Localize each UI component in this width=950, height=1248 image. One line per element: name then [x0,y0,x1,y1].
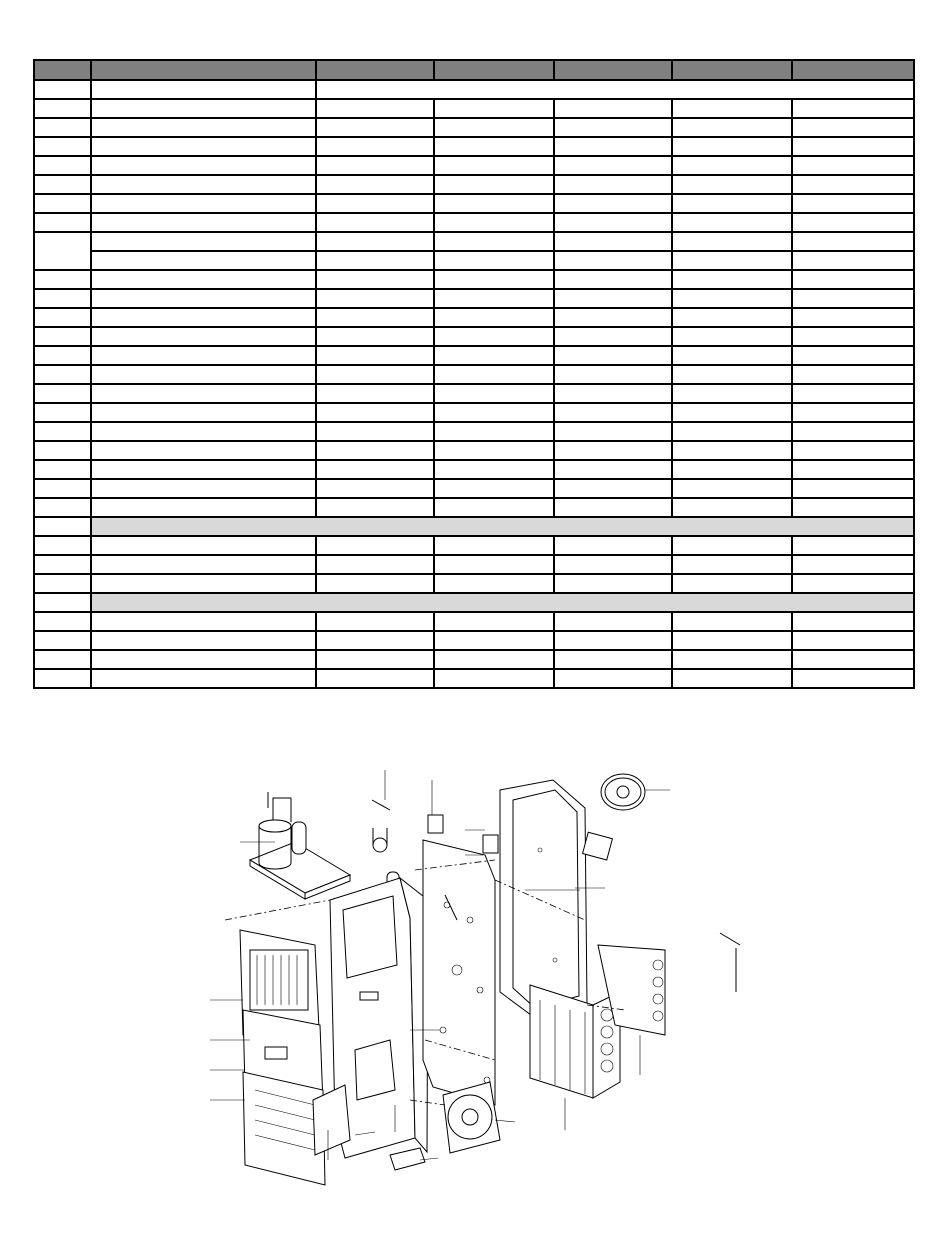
exploded-view-svg [195,760,765,1195]
table-cell [672,403,792,422]
table-cell [434,631,554,650]
table-row [34,80,914,99]
table-cell [434,232,554,251]
table-cell [34,669,91,688]
table-cell [91,194,316,213]
table-cell [672,612,792,631]
table-cell [316,536,434,555]
table-cell [316,346,434,365]
table-row [34,346,914,365]
table-cell [792,137,914,156]
table-row [34,574,914,593]
table-cell [91,612,316,631]
table-cell [91,251,316,270]
table-cell [34,327,91,346]
table-cell [554,175,672,194]
table-cell [672,346,792,365]
table-cell [792,251,914,270]
table-cell [554,346,672,365]
table-cell [554,156,672,175]
table-cell [672,137,792,156]
table-cell [316,194,434,213]
table-cell [316,80,914,99]
table-cell [434,308,554,327]
heater-element [720,933,740,992]
table-row [34,270,914,289]
table-cell [554,669,672,688]
table-cell [792,498,914,517]
table-cell [554,99,672,118]
blower-wheel [601,774,645,810]
table-cell [434,422,554,441]
table-cell [554,384,672,403]
table-cell [91,137,316,156]
table-cell [34,232,91,270]
table-cell [316,327,434,346]
table-cell [434,251,554,270]
drain-fitting [390,1148,425,1170]
table-cell [34,289,91,308]
table-cell [554,479,672,498]
table-cell [316,460,434,479]
table-cell [434,384,554,403]
table-cell [316,289,434,308]
table-cell [34,441,91,460]
table-cell [91,213,316,232]
table-cell [91,669,316,688]
table-cell [91,593,914,612]
table-cell [434,346,554,365]
table-cell [434,213,554,232]
table-cell [316,384,434,403]
table-cell [672,156,792,175]
table-cell [434,327,554,346]
table-cell [672,365,792,384]
table-cell [792,422,914,441]
table-cell [316,213,434,232]
table-cell [554,612,672,631]
table-cell [434,574,554,593]
rear-housing [500,780,612,1018]
table-cell [434,555,554,574]
table-cell [91,365,316,384]
probe-rod [372,800,390,810]
table-cell [554,574,672,593]
table-cell [91,555,316,574]
table-cell [792,460,914,479]
table-row [34,384,914,403]
table-cell [434,118,554,137]
table-row [34,479,914,498]
table-cell [34,156,91,175]
table-cell [792,631,914,650]
table-cell [316,403,434,422]
table-cell [792,650,914,669]
table-cell [792,403,914,422]
table-cell [34,460,91,479]
table-cell [34,308,91,327]
table-cell [316,118,434,137]
table-cell [554,536,672,555]
table-cell [91,270,316,289]
table-cell [316,270,434,289]
table-cell [316,498,434,517]
table-cell [792,175,914,194]
table-cell [91,574,316,593]
table-row [34,650,914,669]
table-cell [316,156,434,175]
table-cell [34,118,91,137]
table-cell [91,327,316,346]
table-cell [34,175,91,194]
table-cell [91,80,316,99]
table-cell [672,384,792,403]
table-cell [672,460,792,479]
table-cell [34,194,91,213]
table-row [34,251,914,270]
table-row [34,327,914,346]
table-row [34,194,914,213]
table-cell [316,555,434,574]
table-cell [316,631,434,650]
table-cell [672,574,792,593]
table-cell [792,612,914,631]
lower-grille [243,1072,325,1185]
table-cell [91,650,316,669]
table-cell [316,175,434,194]
table-cell [792,441,914,460]
table-cell [34,612,91,631]
table-cell [554,403,672,422]
table-cell [554,460,672,479]
table-cell [792,213,914,232]
parts-table-body [34,80,914,688]
table-cell [316,479,434,498]
table-cell [91,517,914,536]
table-cell [434,137,554,156]
table-row [34,175,914,194]
table-cell [316,251,434,270]
table-cell [792,327,914,346]
table-cell [434,479,554,498]
table-cell [34,346,91,365]
table-cell [434,194,554,213]
table-cell [434,175,554,194]
table-cell [672,650,792,669]
table-cell [554,365,672,384]
header-model-4 [672,60,792,80]
table-row [34,213,914,232]
table-cell [434,612,554,631]
table-cell [434,365,554,384]
table-cell [34,422,91,441]
table-cell [792,99,914,118]
table-cell [91,441,316,460]
table-row [34,498,914,517]
table-cell [34,479,91,498]
table-cell [91,156,316,175]
table-cell [554,441,672,460]
table-row [34,289,914,308]
table-cell [672,232,792,251]
table-cell [91,498,316,517]
table-cell [554,498,672,517]
table-row [34,555,914,574]
table-cell [672,99,792,118]
table-cell [91,118,316,137]
table-row [34,156,914,175]
table-cell [672,175,792,194]
table-cell [91,460,316,479]
table-cell [554,308,672,327]
table-cell [672,631,792,650]
table-cell [434,460,554,479]
table-cell [672,251,792,270]
table-cell [792,232,914,251]
table-cell [91,422,316,441]
header-model-2 [434,60,554,80]
table-cell [792,308,914,327]
table-cell [34,99,91,118]
axial-fan [443,1082,500,1153]
table-cell [316,232,434,251]
table-cell [792,346,914,365]
table-cell [434,498,554,517]
table-cell [34,137,91,156]
table-cell [672,194,792,213]
table-row [34,99,914,118]
table-cell [316,99,434,118]
table-cell [34,517,91,536]
table-row [34,612,914,631]
table-cell [672,422,792,441]
table-cell [434,156,554,175]
table-cell [34,650,91,669]
table-row [34,137,914,156]
table-cell [672,213,792,232]
table-cell [91,631,316,650]
table-cell [34,80,91,99]
table-cell [792,384,914,403]
table-cell [672,327,792,346]
table-cell [434,403,554,422]
table-cell [34,213,91,232]
table-cell [792,118,914,137]
table-cell [316,650,434,669]
header-item-no [34,60,91,80]
table-cell [316,574,434,593]
parts-table [33,59,915,689]
table-cell [34,498,91,517]
table-cell [554,194,672,213]
table-cell [434,289,554,308]
table-cell [672,118,792,137]
parts-table-header [34,60,914,80]
table-cell [672,555,792,574]
table-row [34,593,914,612]
table-cell [434,270,554,289]
table-cell [792,574,914,593]
table-cell [672,669,792,688]
table-cell [91,289,316,308]
table-cell [34,631,91,650]
table-cell [91,346,316,365]
table-cell [554,555,672,574]
table-cell [34,365,91,384]
table-cell [554,213,672,232]
table-cell [91,384,316,403]
table-cell [672,270,792,289]
table-cell [672,308,792,327]
header-description [91,60,316,80]
table-row [34,308,914,327]
table-cell [91,232,316,251]
table-cell [672,479,792,498]
table-cell [34,403,91,422]
table-cell [91,536,316,555]
table-cell [91,308,316,327]
table-cell [91,99,316,118]
table-cell [434,441,554,460]
table-cell [554,327,672,346]
table-cell [316,612,434,631]
table-cell [434,99,554,118]
table-cell [316,422,434,441]
table-cell [316,441,434,460]
header-model-1 [316,60,434,80]
table-row [34,422,914,441]
table-cell [792,270,914,289]
table-cell [34,384,91,403]
exploded-view-diagram [195,760,765,1195]
table-cell [316,137,434,156]
table-cell [672,289,792,308]
table-row [34,232,914,251]
table-row [34,441,914,460]
table-cell [672,441,792,460]
table-cell [34,555,91,574]
header-model-5 [792,60,914,80]
table-cell [91,479,316,498]
table-cell [434,536,554,555]
compressor [250,792,350,899]
table-row [34,118,914,137]
table-cell [554,289,672,308]
table-cell [434,669,554,688]
table-cell [34,574,91,593]
table-cell [792,479,914,498]
table-cell [792,289,914,308]
table-cell [672,536,792,555]
table-row [34,536,914,555]
evaporator-coil [530,985,620,1098]
header-model-3 [554,60,672,80]
table-cell [792,555,914,574]
table-row [34,365,914,384]
table-cell [554,631,672,650]
table-cell [554,137,672,156]
table-cell [672,498,792,517]
table-cell [792,365,914,384]
table-cell [34,270,91,289]
table-row [34,403,914,422]
table-cell [316,669,434,688]
table-row [34,631,914,650]
table-cell [554,251,672,270]
table-cell [792,156,914,175]
table-cell [91,403,316,422]
table-cell [554,232,672,251]
table-cell [434,650,554,669]
table-cell [554,118,672,137]
table-cell [792,536,914,555]
table-cell [554,650,672,669]
table-cell [554,422,672,441]
table-row [34,460,914,479]
table-row [34,669,914,688]
table-row [34,517,914,536]
table-cell [316,365,434,384]
table-cell [554,270,672,289]
table-cell [34,593,91,612]
table-cell [91,175,316,194]
table-cell [792,194,914,213]
table-cell [34,536,91,555]
table-cell [792,669,914,688]
table-cell [316,308,434,327]
